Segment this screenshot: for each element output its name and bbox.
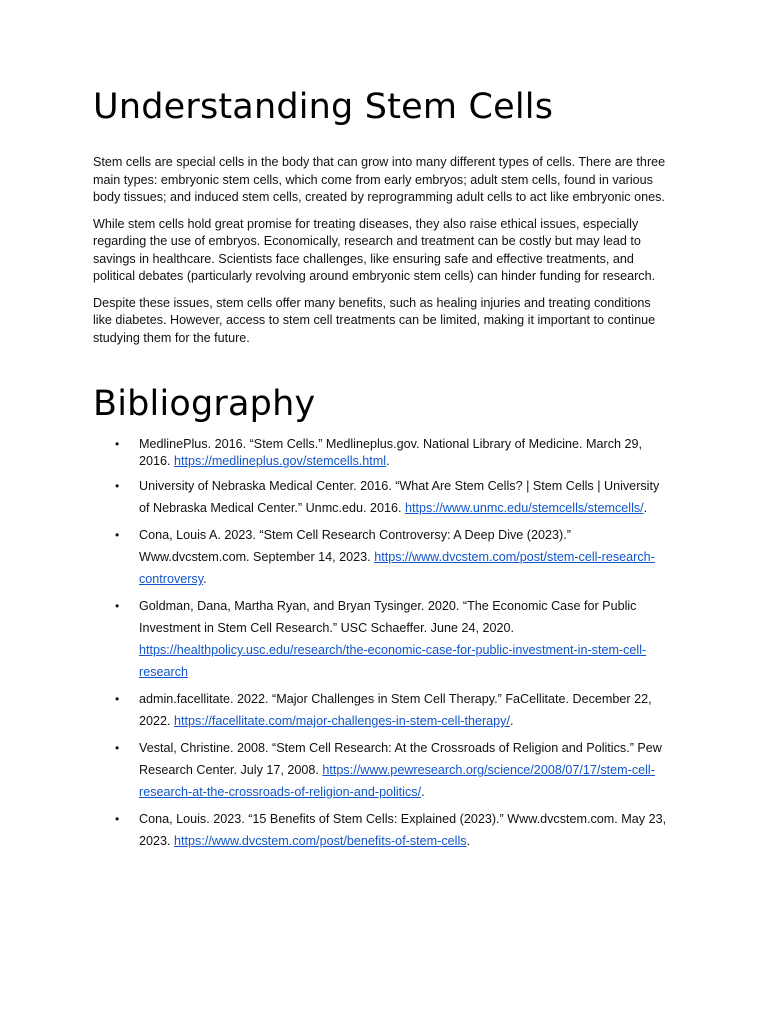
entry-text: admin.facellitate. 2022. “Major Challenges in Stem Cell Therapy.” FaCellitate. December 22, 2022.	[139, 692, 652, 728]
entry-text: MedlinePlus. 2016. “Stem Cells.” Medlineplus.gov. National Library of Medicine. March 29, 2016.	[139, 437, 643, 468]
bullet-icon: •	[115, 812, 120, 826]
bullet-icon: •	[115, 741, 120, 755]
bibliography-entry-dvcstem-benefits	[93, 808, 673, 852]
entry-link[interactable]: https://www.dvcstem.com/post/stem-cell-research-controversy	[139, 550, 655, 586]
bullet-icon: •	[115, 528, 120, 542]
page-title: Understanding Stem Cells	[93, 87, 554, 127]
bullet-icon: •	[115, 599, 120, 613]
entry-link[interactable]: https://healthpolicy.usc.edu/research/the-economic-case-for-public-investment-in-stem-cell-research	[139, 643, 647, 679]
entry-text: University of Nebraska Medical Center. 2016. “What Are Stem Cells? | Stem Cells | University of Nebraska Medical Center.” Unmc.edu. 2016.	[139, 479, 660, 515]
document-page	[93, 84, 673, 857]
entry-text: Cona, Louis. 2023. “15 Benefits of Stem Cells: Explained (2023).” Www.dvcstem.com. May 23, 2023.	[139, 812, 667, 848]
paragraph-benefits: Despite these issues, stem cells offer many benefits, such as healing injuries and treating conditions like diabetes. However, access to stem cell treatments can be limited, making it important to continue studying them for the future.	[93, 295, 656, 345]
entry-text: Goldman, Dana, Martha Ryan, and Bryan Tysinger. 2020. “The Economic Case for Public Investment in Stem Cell Research.” USC Schaeffer. June 24, 2020.	[139, 599, 637, 635]
bibliography-heading: Bibliography	[93, 384, 316, 424]
paragraph-types: Stem cells are special cells in the body that can grow into many different types of cells. There are three main types: embryonic stem cells, which come from early embryos; adult stem cells, found in various body tissues; and induced stem cells, created by reprogramming adult cells to act like embryonic ones.	[93, 155, 666, 204]
bibliography-entry-unmc	[93, 475, 673, 519]
bibliography-entry-pew-research	[93, 737, 673, 803]
entry-after: .	[203, 572, 207, 586]
entry-link[interactable]: https://medlineplus.gov/stemcells.html	[174, 454, 387, 468]
bullet-icon: •	[115, 437, 120, 451]
bibliography-entry-facellitate	[93, 688, 673, 732]
entry-after: .	[421, 785, 425, 799]
paragraph-issues: While stem cells hold great promise for treating diseases, they also raise ethical issues, especially regarding the use of embryos. Economically, research and treatment can be costly but may lead to savings in healthcare. Scientists face challenges, like ensuring safe and effective treatments, and political debates (particularly revolving around embryonic stem cells) can hinder funding for research.	[93, 216, 656, 283]
entry-link[interactable]: https://www.dvcstem.com/post/benefits-of-stem-cells	[174, 834, 467, 848]
entry-link[interactable]: https://www.pewresearch.org/science/2008/07/17/stem-cell-research-at-the-crossroads-of-religion-and-politics/	[139, 763, 655, 799]
entry-after: .	[386, 454, 390, 468]
entry-text: Cona, Louis A. 2023. “Stem Cell Research Controversy: A Deep Dive (2023).” Www.dvcstem.com. September 14, 2023.	[139, 528, 571, 564]
bullet-icon: •	[115, 692, 120, 706]
entry-link[interactable]: https://facellitate.com/major-challenges-in-stem-cell-therapy/	[174, 714, 510, 728]
bullet-icon: •	[115, 479, 120, 493]
bibliography-entry-dvcstem-controversy	[93, 524, 673, 590]
entry-after: .	[643, 501, 648, 515]
bibliography-entry-usc-schaeffer	[93, 595, 673, 683]
bibliography-list	[93, 436, 673, 852]
entry-text: Vestal, Christine. 2008. “Stem Cell Research: At the Crossroads of Religion and Politics.” Pew Research Center. July 17, 2008.	[139, 741, 662, 777]
bibliography-entry-medlineplus	[93, 436, 673, 470]
entry-after: .	[466, 834, 471, 848]
entry-after: .	[509, 714, 514, 728]
entry-link[interactable]: https://www.unmc.edu/stemcells/stemcells/	[405, 501, 644, 515]
